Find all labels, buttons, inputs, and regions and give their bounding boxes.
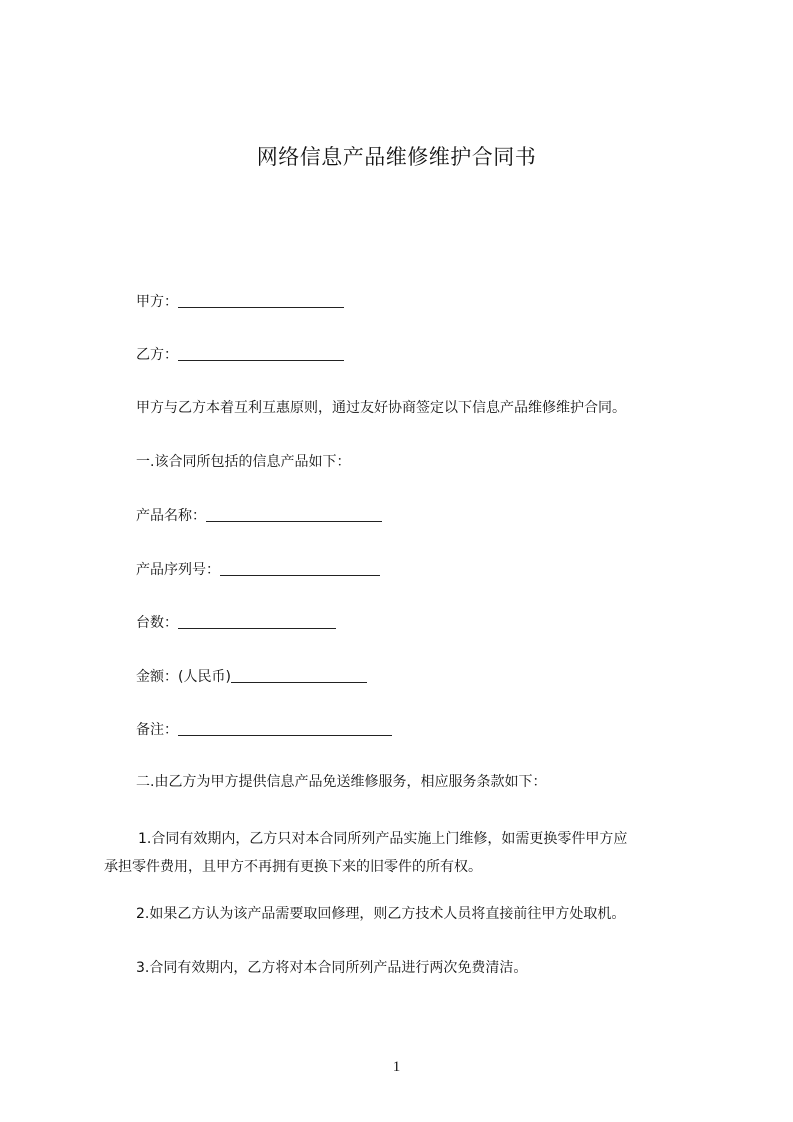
intro-paragraph: 甲方与乙方本着互利互惠原则，通过友好协商签定以下信息产品维修维护合同。 — [136, 400, 626, 416]
remarks-blank — [178, 721, 392, 736]
party-b-label: 乙方： — [136, 347, 178, 363]
amount-line — [136, 666, 367, 687]
clause-1-line-1: 1.合同有效期内，乙方只对本合同所列产品实施上门维修，如需更换零件甲方应 — [138, 831, 628, 847]
quantity-line — [136, 612, 336, 633]
party-a-blank — [178, 293, 344, 308]
section2-heading: 二.由乙方为甲方提供信息产品免送维修服务，相应服务条款如下： — [136, 774, 547, 790]
product-name-label: 产品名称： — [136, 508, 206, 524]
amount-label: 金额：(人民币) — [136, 669, 231, 685]
document-title: 网络信息产品维修维护合同书 — [256, 145, 537, 169]
party-b-blank — [178, 346, 344, 361]
party-a-line — [136, 291, 344, 312]
serial-blank — [220, 561, 380, 576]
amount-blank — [231, 668, 367, 683]
quantity-label: 台数： — [136, 615, 178, 631]
clause-1-line-2: 承担零件费用，且甲方不再拥有更换下来的旧零件的所有权。 — [104, 859, 482, 875]
clause-3: 3.合同有效期内，乙方将对本合同所列产品进行两次免费清洁。 — [136, 960, 528, 976]
clause-1 — [104, 825, 704, 881]
product-name-line — [136, 505, 382, 526]
page-number: 1 — [392, 1059, 401, 1075]
party-b-line — [136, 344, 344, 365]
remarks-label: 备注： — [136, 722, 178, 738]
quantity-blank — [178, 614, 336, 629]
serial-line — [136, 559, 380, 580]
clause-2: 2.如果乙方认为该产品需要取回修理，则乙方技术人员将直接前往甲方处取机。 — [136, 906, 626, 922]
product-name-blank — [206, 507, 382, 522]
section1-heading: 一.该合同所包括的信息产品如下： — [136, 454, 351, 470]
remarks-line — [136, 719, 392, 740]
party-a-label: 甲方： — [136, 294, 178, 310]
serial-label: 产品序列号： — [136, 562, 220, 578]
